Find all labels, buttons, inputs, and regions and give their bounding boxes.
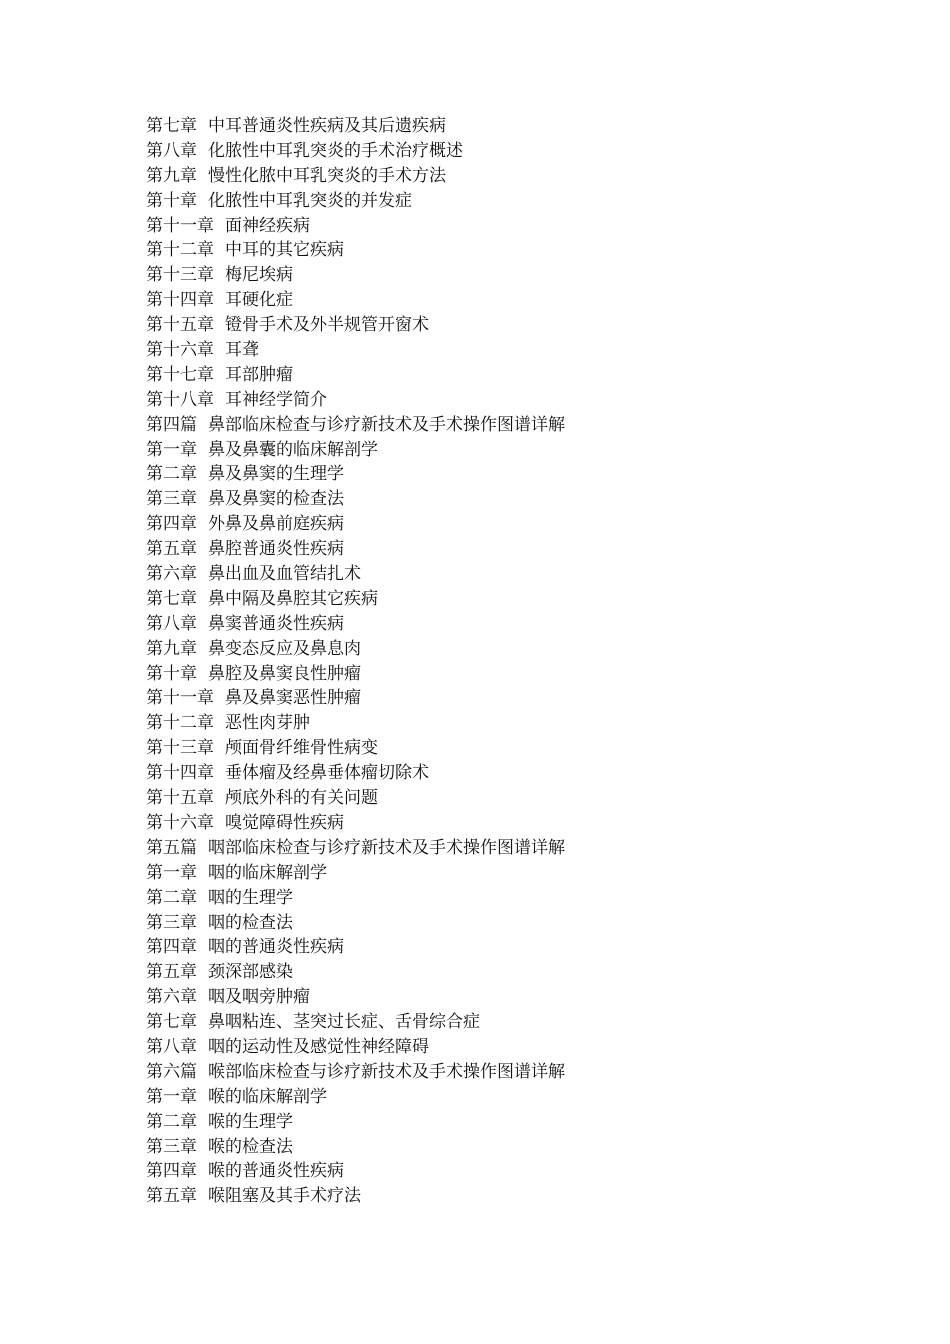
toc-entry (146, 537, 565, 562)
toc-entry-title: 鼻及鼻囊的临床解剖学 (208, 439, 378, 460)
toc-entry-number: 第九章 (146, 165, 197, 186)
toc-entry-number: 第一章 (146, 1086, 197, 1107)
toc-entry-title: 化脓性中耳乳突炎的并发症 (208, 190, 412, 211)
toc-entry-title: 鼻及鼻窦的生理学 (208, 464, 344, 485)
toc-entry (146, 1184, 565, 1209)
toc-entry-title: 面神经疾病 (225, 215, 310, 236)
toc-entry (146, 587, 565, 612)
toc-entry (146, 1035, 565, 1060)
toc-entry (146, 562, 565, 587)
toc-entry (146, 313, 565, 338)
toc-entry-number: 第十六章 (146, 812, 214, 833)
toc-entry-title: 咽的检查法 (208, 912, 293, 933)
toc-entry-title: 鼻腔及鼻窦良性肿瘤 (208, 663, 361, 684)
toc-entry-title: 咽的生理学 (208, 887, 293, 908)
toc-entry-title: 喉的生理学 (208, 1111, 293, 1132)
toc-entry (146, 1159, 565, 1184)
toc-entry (146, 388, 565, 413)
toc-entry (146, 512, 565, 537)
toc-entry-title: 中耳的其它疾病 (225, 240, 344, 261)
toc-entry-number: 第二章 (146, 1111, 197, 1132)
toc-entry (146, 1060, 565, 1085)
toc-entry-number: 第五篇 (146, 837, 197, 858)
toc-entry-title: 耳硬化症 (225, 290, 293, 311)
toc-entry-title: 喉的临床解剖学 (208, 1086, 327, 1107)
toc-entry (146, 263, 565, 288)
toc-entry (146, 911, 565, 936)
toc-entry-number: 第六篇 (146, 1061, 197, 1082)
toc-entry-number: 第五章 (146, 1186, 197, 1207)
toc-entry-title: 嗅觉障碍性疾病 (225, 812, 344, 833)
toc-entry-number: 第五章 (146, 962, 197, 983)
toc-entry-title: 喉阻塞及其手术疗法 (208, 1186, 361, 1207)
toc-entry (146, 288, 565, 313)
toc-entry (146, 861, 565, 886)
toc-entry (146, 139, 565, 164)
toc-entry (146, 786, 565, 811)
toc-entry (146, 462, 565, 487)
toc-entry-number: 第三章 (146, 912, 197, 933)
toc-entry-number: 第九章 (146, 638, 197, 659)
toc-entry (146, 438, 565, 463)
toc-entry-number: 第四篇 (146, 414, 197, 435)
toc-entry (146, 711, 565, 736)
toc-entry (146, 637, 565, 662)
toc-entry-number: 第十七章 (146, 364, 214, 385)
toc-entry-title: 咽的临床解剖学 (208, 862, 327, 883)
toc-entry-title: 鼻出血及血管结扎术 (208, 564, 361, 585)
toc-entry-title: 喉的检查法 (208, 1136, 293, 1157)
toc-entry-number: 第十三章 (146, 738, 214, 759)
toc-entry-title: 鼻中隔及鼻腔其它疾病 (208, 588, 378, 609)
toc-entry-title: 镫骨手术及外半规管开窗术 (225, 315, 429, 336)
toc-entry (146, 413, 565, 438)
toc-entry-title: 鼻咽粘连、茎突过长症、舌骨综合症 (208, 1012, 480, 1033)
toc-entry-number: 第十四章 (146, 290, 214, 311)
toc-entry-number: 第六章 (146, 564, 197, 585)
toc-entry-number: 第十一章 (146, 688, 214, 709)
toc-entry (146, 960, 565, 985)
toc-entry (146, 836, 565, 861)
toc-entry-title: 咽及咽旁肿瘤 (208, 987, 310, 1008)
toc-entry-number: 第四章 (146, 514, 197, 535)
toc-entry-title: 鼻变态反应及鼻息肉 (208, 638, 361, 659)
toc-entry-title: 鼻部临床检查与诊疗新技术及手术操作图谱详解 (208, 414, 565, 435)
toc-entry-title: 化脓性中耳乳突炎的手术治疗概述 (208, 140, 463, 161)
toc-entry-number: 第八章 (146, 1036, 197, 1057)
toc-entry-number: 第四章 (146, 1161, 197, 1182)
toc-entry-title: 恶性肉芽肿 (225, 713, 310, 734)
toc-entry-title: 咽的普通炎性疾病 (208, 937, 344, 958)
toc-entry-title: 鼻窦普通炎性疾病 (208, 613, 344, 634)
toc-entry (146, 189, 565, 214)
toc-entry-title: 颅底外科的有关问题 (225, 788, 378, 809)
toc-entry (146, 1010, 565, 1035)
toc-entry (146, 1085, 565, 1110)
toc-entry-title: 喉部临床检查与诊疗新技术及手术操作图谱详解 (208, 1061, 565, 1082)
toc-entry-number: 第十一章 (146, 215, 214, 236)
toc-entry-number: 第五章 (146, 539, 197, 560)
toc-entry (146, 214, 565, 239)
toc-entry-title: 颅面骨纤维骨性病变 (225, 738, 378, 759)
toc-entry (146, 114, 565, 139)
toc-entry-number: 第七章 (146, 1012, 197, 1033)
toc-entry (146, 1110, 565, 1135)
toc-entry-number: 第二章 (146, 464, 197, 485)
toc-entry-title: 喉的普通炎性疾病 (208, 1161, 344, 1182)
toc-entry-number: 第十三章 (146, 265, 214, 286)
toc-entry (146, 736, 565, 761)
toc-entry-number: 第十四章 (146, 763, 214, 784)
toc-entry (146, 985, 565, 1010)
toc-entry-number: 第六章 (146, 987, 197, 1008)
toc-entry-title: 慢性化脓中耳乳突炎的手术方法 (208, 165, 446, 186)
toc-entry-number: 第四章 (146, 937, 197, 958)
toc-entry-title: 咽部临床检查与诊疗新技术及手术操作图谱详解 (208, 837, 565, 858)
toc-entry-number: 第十六章 (146, 340, 214, 361)
toc-entry-title: 耳聋 (225, 340, 259, 361)
toc-entry-number: 第七章 (146, 588, 197, 609)
toc-entry-number: 第十章 (146, 663, 197, 684)
toc-entry-title: 鼻及鼻窦恶性肿瘤 (225, 688, 361, 709)
toc-entry-number: 第八章 (146, 613, 197, 634)
toc-entry-number: 第七章 (146, 116, 197, 136)
table-of-contents (146, 114, 565, 1209)
toc-entry-number: 第十五章 (146, 315, 214, 336)
toc-entry-number: 第十八章 (146, 389, 214, 410)
toc-entry (146, 164, 565, 189)
toc-entry (146, 238, 565, 263)
toc-entry-title: 鼻腔普通炎性疾病 (208, 539, 344, 560)
toc-entry-title: 梅尼埃病 (225, 265, 293, 286)
toc-entry-number: 第三章 (146, 489, 197, 510)
toc-entry-title: 耳部肿瘤 (225, 364, 293, 385)
toc-entry-title: 垂体瘤及经鼻垂体瘤切除术 (225, 763, 429, 784)
toc-entry-title: 咽的运动性及感觉性神经障碍 (208, 1036, 429, 1057)
toc-entry-title: 外鼻及鼻前庭疾病 (208, 514, 344, 535)
toc-entry (146, 662, 565, 687)
toc-entry-title: 中耳普通炎性疾病及其后遗疾病 (208, 116, 446, 136)
toc-entry (146, 338, 565, 363)
toc-entry (146, 487, 565, 512)
toc-entry-title: 鼻及鼻窦的检查法 (208, 489, 344, 510)
toc-entry (146, 886, 565, 911)
toc-entry-number: 第十章 (146, 190, 197, 211)
toc-entry-number: 第十二章 (146, 240, 214, 261)
toc-entry-number: 第八章 (146, 140, 197, 161)
toc-entry (146, 363, 565, 388)
toc-entry (146, 935, 565, 960)
toc-entry (146, 686, 565, 711)
toc-entry-number: 第二章 (146, 887, 197, 908)
toc-entry-title: 耳神经学简介 (225, 389, 327, 410)
toc-entry-number: 第一章 (146, 439, 197, 460)
toc-entry-number: 第十五章 (146, 788, 214, 809)
toc-entry (146, 811, 565, 836)
toc-entry (146, 761, 565, 786)
toc-entry-title: 颈深部感染 (208, 962, 293, 983)
toc-entry-number: 第三章 (146, 1136, 197, 1157)
toc-entry (146, 612, 565, 637)
toc-entry-number: 第一章 (146, 862, 197, 883)
toc-entry-number: 第十二章 (146, 713, 214, 734)
toc-entry (146, 1135, 565, 1160)
